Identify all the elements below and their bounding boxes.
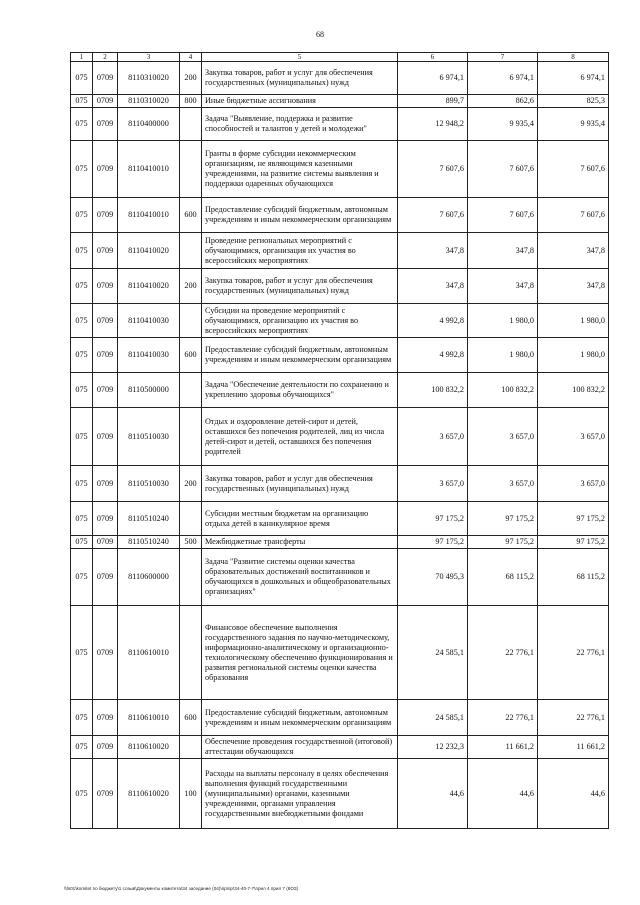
target-article-code: 8110310020	[118, 62, 180, 95]
ministry-code: 075	[71, 304, 93, 338]
ministry-code: 075	[71, 373, 93, 408]
amount-col-7: 1 980,0	[468, 304, 538, 338]
section-code: 0709	[93, 233, 118, 269]
expense-type-code: 500	[180, 536, 202, 549]
expense-type-code	[180, 304, 202, 338]
amount-col-7: 6 974,1	[468, 62, 538, 95]
ministry-code: 075	[71, 759, 93, 829]
target-article-code: 8110510030	[118, 466, 180, 502]
table-row	[71, 62, 609, 95]
amount-col-6: 899,7	[398, 95, 468, 108]
table-row	[71, 736, 609, 759]
row-description: Задача "Обеспечение деятельности по сохранению и укреплению здоровья обучающихся"	[202, 373, 398, 408]
row-description: Расходы на выплаты персоналу в целях обеспечения выполнения функций государственными (муниципальными) органами, казенными учреждениями, органами управления государственными внебюджетными фондами	[202, 759, 398, 829]
target-article-code: 8110510240	[118, 536, 180, 549]
ministry-code: 075	[71, 700, 93, 736]
amount-col-7: 3 657,0	[468, 466, 538, 502]
table-row	[71, 95, 609, 108]
table-row	[71, 141, 609, 198]
amount-col-7: 7 607,6	[468, 198, 538, 233]
target-article-code: 8110610020	[118, 759, 180, 829]
section-code: 0709	[93, 108, 118, 141]
table-row	[71, 536, 609, 549]
amount-col-6: 24 585,1	[398, 606, 468, 700]
target-article-code: 8110410020	[118, 233, 180, 269]
section-code: 0709	[93, 759, 118, 829]
section-code: 0709	[93, 62, 118, 95]
expense-type-code: 800	[180, 95, 202, 108]
target-article-code: 8110410020	[118, 269, 180, 304]
table-row	[71, 198, 609, 233]
amount-col-7: 68 115,2	[468, 549, 538, 606]
target-article-code: 8110610010	[118, 606, 180, 700]
amount-col-7: 22 776,1	[468, 700, 538, 736]
ministry-code: 075	[71, 141, 93, 198]
amount-col-7: 1 980,0	[468, 338, 538, 373]
amount-col-8: 1 980,0	[538, 338, 609, 373]
col-1-header: 1	[71, 53, 93, 62]
row-description: Закупка товаров, работ и услуг для обеспечения государственных (муниципальных) нужд	[202, 466, 398, 502]
table-row	[71, 408, 609, 466]
ministry-code: 075	[71, 606, 93, 700]
table-row	[71, 108, 609, 141]
col-4-header: 4	[180, 53, 202, 62]
expense-type-code	[180, 549, 202, 606]
amount-col-8: 44,6	[538, 759, 609, 829]
table-row	[71, 233, 609, 269]
expense-type-code	[180, 736, 202, 759]
amount-col-7: 11 661,2	[468, 736, 538, 759]
table-row	[71, 759, 609, 829]
row-description: Отдых и оздоровление детей-сирот и детей, оставшихся без попечения родителей, лиц из числа детей-сирот и детей, оставшихся без попечения родителей	[202, 408, 398, 466]
amount-col-7: 9 935,4	[468, 108, 538, 141]
expense-type-code: 200	[180, 269, 202, 304]
amount-col-6: 12 232,3	[398, 736, 468, 759]
table-row	[71, 549, 609, 606]
amount-col-8: 6 974,1	[538, 62, 609, 95]
expense-type-code: 100	[180, 759, 202, 829]
section-code: 0709	[93, 141, 118, 198]
amount-col-6: 24 585,1	[398, 700, 468, 736]
section-code: 0709	[93, 606, 118, 700]
ministry-code: 075	[71, 549, 93, 606]
section-code: 0709	[93, 198, 118, 233]
expense-type-code	[180, 108, 202, 141]
row-description: Проведение региональных мероприятий с обучающимися, организация их участия во всероссийских мероприятиях	[202, 233, 398, 269]
col-7-header: 7	[468, 53, 538, 62]
row-description: Межбюджетные трансферты	[202, 536, 398, 549]
amount-col-7: 7 607,6	[468, 141, 538, 198]
amount-col-8: 825,3	[538, 95, 609, 108]
table-row	[71, 304, 609, 338]
expense-type-code	[180, 233, 202, 269]
expense-type-code	[180, 502, 202, 536]
amount-col-7: 862,6	[468, 95, 538, 108]
row-description: Субсидии на проведение мероприятий с обучающимися, организацию их участия во всероссийских мероприятиях	[202, 304, 398, 338]
amount-col-8: 1 980,0	[538, 304, 609, 338]
section-code: 0709	[93, 304, 118, 338]
target-article-code: 8110410010	[118, 141, 180, 198]
amount-col-6: 347,8	[398, 233, 468, 269]
ministry-code: 075	[71, 502, 93, 536]
section-code: 0709	[93, 95, 118, 108]
table-row	[71, 269, 609, 304]
amount-col-6: 70 495,3	[398, 549, 468, 606]
target-article-code: 8110610010	[118, 700, 180, 736]
table-row	[71, 502, 609, 536]
amount-col-8: 97 175,2	[538, 502, 609, 536]
amount-col-7: 3 657,0	[468, 408, 538, 466]
expense-type-code: 200	[180, 466, 202, 502]
ministry-code: 075	[71, 269, 93, 304]
amount-col-6: 100 832,2	[398, 373, 468, 408]
col-5-header: 5	[202, 53, 398, 62]
amount-col-6: 4 992,8	[398, 304, 468, 338]
file-path-footer: \\fs01\komitet по бюджету\1 созыв\Документы комитета\34 заседание (04)\пр\пр\34-40-7-7\прил 4 прил 7 (8ОЗ)	[64, 886, 299, 891]
target-article-code: 8110510030	[118, 408, 180, 466]
amount-col-6: 4 992,8	[398, 338, 468, 373]
amount-col-8: 347,8	[538, 269, 609, 304]
amount-col-8: 22 776,1	[538, 700, 609, 736]
ministry-code: 075	[71, 466, 93, 502]
target-article-code: 8110510240	[118, 502, 180, 536]
amount-col-7: 347,8	[468, 233, 538, 269]
section-code: 0709	[93, 536, 118, 549]
table-row	[71, 606, 609, 700]
ministry-code: 075	[71, 736, 93, 759]
row-description: Предоставление субсидий бюджетным, автономным учреждениям и иным некоммерческим организациям	[202, 338, 398, 373]
target-article-code: 8110600000	[118, 549, 180, 606]
section-code: 0709	[93, 373, 118, 408]
ministry-code: 075	[71, 338, 93, 373]
amount-col-6: 44,6	[398, 759, 468, 829]
amount-col-8: 100 832,2	[538, 373, 609, 408]
expense-type-code: 600	[180, 198, 202, 233]
row-description: Закупка товаров, работ и услуг для обеспечения государственных (муниципальных) нужд	[202, 62, 398, 95]
section-code: 0709	[93, 466, 118, 502]
expense-type-code	[180, 141, 202, 198]
row-description: Предоставление субсидий бюджетным, автономным учреждениям и иным некоммерческим организациям	[202, 700, 398, 736]
amount-col-6: 347,8	[398, 269, 468, 304]
ministry-code: 075	[71, 108, 93, 141]
col-6-header: 6	[398, 53, 468, 62]
amount-col-6: 97 175,2	[398, 536, 468, 549]
amount-col-8: 7 607,6	[538, 141, 609, 198]
target-article-code: 8110310020	[118, 95, 180, 108]
target-article-code: 8110410010	[118, 198, 180, 233]
amount-col-6: 3 657,0	[398, 408, 468, 466]
amount-col-8: 7 607,6	[538, 198, 609, 233]
ministry-code: 075	[71, 233, 93, 269]
page-number: 68	[316, 30, 324, 39]
table-row	[71, 466, 609, 502]
column-number-row	[71, 53, 609, 62]
row-description: Задача "Выявление, поддержка и развитие способностей и талантов у детей и молодежи"	[202, 108, 398, 141]
section-code: 0709	[93, 338, 118, 373]
expense-type-code: 200	[180, 62, 202, 95]
amount-col-6: 7 607,6	[398, 198, 468, 233]
row-description: Финансовое обеспечение выполнения государственного задания по научно-методическому, информационно-аналитическому и организационно-технологическому обеспечению функционирования и развития региональной системы оценки качества образования	[202, 606, 398, 700]
col-2-header: 2	[93, 53, 118, 62]
row-description: Субсидии местным бюджетам на организацию отдыха детей в каникулярное время	[202, 502, 398, 536]
amount-col-7: 100 832,2	[468, 373, 538, 408]
row-description: Предоставление субсидий бюджетным, автономным учреждениям и иным некоммерческим организациям	[202, 198, 398, 233]
amount-col-8: 11 661,2	[538, 736, 609, 759]
target-article-code: 8110410030	[118, 304, 180, 338]
amount-col-8: 97 175,2	[538, 536, 609, 549]
table-row	[71, 338, 609, 373]
section-code: 0709	[93, 408, 118, 466]
amount-col-8: 347,8	[538, 233, 609, 269]
expense-type-code	[180, 606, 202, 700]
budget-table	[70, 52, 609, 829]
ministry-code: 075	[71, 408, 93, 466]
amount-col-6: 12 948,2	[398, 108, 468, 141]
row-description: Иные бюджетные ассигнования	[202, 95, 398, 108]
row-description: Гранты в форме субсидии некоммерческим организациям, не являющимся казенными учреждениями, на развитие системы выявления и поддержки одаренных обучающихся	[202, 141, 398, 198]
amount-col-8: 9 935,4	[538, 108, 609, 141]
section-code: 0709	[93, 736, 118, 759]
amount-col-8: 68 115,2	[538, 549, 609, 606]
amount-col-7: 347,8	[468, 269, 538, 304]
ministry-code: 075	[71, 95, 93, 108]
section-code: 0709	[93, 549, 118, 606]
amount-col-7: 44,6	[468, 759, 538, 829]
col-8-header: 8	[538, 53, 609, 62]
row-description: Закупка товаров, работ и услуг для обеспечения государственных (муниципальных) нужд	[202, 269, 398, 304]
target-article-code: 8110610020	[118, 736, 180, 759]
expense-type-code	[180, 373, 202, 408]
target-article-code: 8110410030	[118, 338, 180, 373]
section-code: 0709	[93, 700, 118, 736]
amount-col-6: 97 175,2	[398, 502, 468, 536]
ministry-code: 075	[71, 536, 93, 549]
section-code: 0709	[93, 269, 118, 304]
section-code: 0709	[93, 502, 118, 536]
expense-type-code	[180, 408, 202, 466]
amount-col-8: 3 657,0	[538, 408, 609, 466]
row-description: Обеспечение проведения государственной (итоговой) аттестации обучающихся	[202, 736, 398, 759]
amount-col-6: 7 607,6	[398, 141, 468, 198]
ministry-code: 075	[71, 198, 93, 233]
target-article-code: 8110500000	[118, 373, 180, 408]
col-3-header: 3	[118, 53, 180, 62]
target-article-code: 8110400000	[118, 108, 180, 141]
table-row	[71, 373, 609, 408]
amount-col-8: 22 776,1	[538, 606, 609, 700]
amount-col-7: 97 175,2	[468, 536, 538, 549]
amount-col-7: 97 175,2	[468, 502, 538, 536]
amount-col-6: 3 657,0	[398, 466, 468, 502]
expense-type-code: 600	[180, 338, 202, 373]
row-description: Задача "Развитие системы оценки качества образовательных достижений воспитанников и обучающихся в дошкольных и общеобразовательных организациях"	[202, 549, 398, 606]
amount-col-7: 22 776,1	[468, 606, 538, 700]
amount-col-6: 6 974,1	[398, 62, 468, 95]
amount-col-8: 3 657,0	[538, 466, 609, 502]
table-row	[71, 700, 609, 736]
expense-type-code: 600	[180, 700, 202, 736]
ministry-code: 075	[71, 62, 93, 95]
